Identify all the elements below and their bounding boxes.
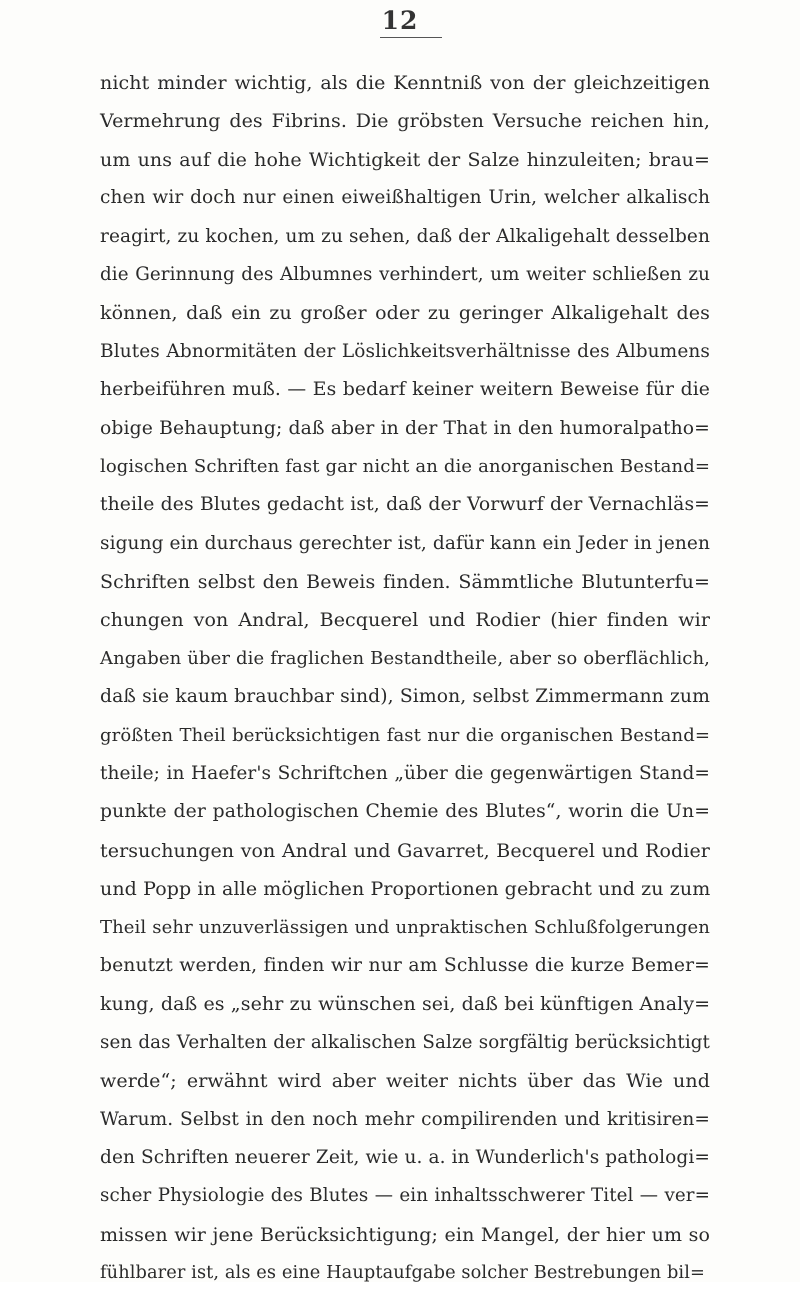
text-line: obige Behauptung; daß aber in der That in den humoralpatho= [100, 417, 710, 439]
text-line: reagirt, zu kochen, um zu sehen, daß der Alkaligehalt desselben [100, 225, 710, 247]
text-line: nicht minder wichtig, als die Kenntniß von der gleichzeitigen [100, 72, 710, 94]
text-line: punkte der pathologischen Chemie des Blutes“, worin die Un= [100, 801, 710, 823]
body-text [100, 64, 710, 1293]
text-line: Warum. Selbst in den noch mehr compilirenden und kritisiren= [100, 1108, 710, 1130]
text-line: chen wir doch nur einen eiweißhaltigen Urin, welcher alkalisch [100, 187, 710, 209]
text-line: sen das Verhalten der alkalischen Salze sorgfältig berücksichtigt [100, 1031, 710, 1053]
text-line: theile des Blutes gedacht ist, daß der Vorwurf der Vernachläs= [100, 494, 710, 516]
text-line: Theil sehr unzuverlässigen und unpraktischen Schlußfolgerungen [100, 916, 710, 938]
text-line: größten Theil berücksichtigen fast nur die organischen Bestand= [100, 724, 710, 746]
text-line: benutzt werden, finden wir nur am Schlusse die kurze Bemer= [100, 954, 710, 976]
text-line: können, daß ein zu großer oder zu geringer Alkaligehalt des [100, 302, 710, 325]
text-line: Vermehrung des Fibrins. Die gröbsten Versuche reichen hin, [100, 110, 710, 133]
text-line: werde“; erwähnt wird aber weiter nichts über das Wie und [100, 1070, 710, 1093]
text-line: kung, daß es „sehr zu wünschen sei, daß bei künftigen Analy= [100, 993, 711, 1016]
text-line: daß sie kaum brauchbar sind), Simon, selbst Zimmermann zum [100, 686, 710, 708]
text-line: sigung ein durchaus gerechter ist, dafür kann ein Jeder in jenen [100, 532, 710, 554]
text-line: tersuchungen von Andral und Gavarret, Becquerel und Rodier [100, 839, 710, 862]
text-line: Angaben über die fraglichen Bestandtheile, aber so oberflächlich, [100, 647, 710, 669]
text-line: und Popp in alle möglichen Proportionen gebracht und zu zum [100, 878, 711, 901]
text-line: die Gerinnung des Albumnes verhindert, um weiter schließen zu [100, 263, 710, 285]
text-line: den Schriften neuerer Zeit, wie u. a. in Wunderlich's pathologi= [100, 1146, 710, 1168]
text-line: theile; in Haefer's Schriftchen „über die gegenwärtigen Stand= [100, 763, 710, 785]
text-line: herbeiführen muß. — Es bedarf keiner weitern Beweise für die [100, 379, 710, 401]
text-line: chungen von Andral, Becquerel und Rodier (hier finden wir [100, 609, 710, 632]
text-line: logischen Schriften fast gar nicht an die anorganischen Bestand= [100, 455, 710, 477]
text-line: fühlbarer ist, als es eine Hauptaufgabe solcher Bestrebungen bil= [100, 1263, 705, 1284]
page-number-rule [380, 37, 442, 38]
text-line: um uns auf die hohe Wichtigkeit der Salze hinzuleiten; brau= [100, 148, 710, 171]
text-line: Schriften selbst den Beweis finden. Sämmtliche Blutunterfu= [100, 571, 710, 594]
page-number: 12 [381, 6, 419, 35]
text-line: scher Physiologie des Blutes — ein inhaltsschwerer Titel — ver= [100, 1185, 710, 1207]
text-line: Blutes Abnormitäten der Löslichkeitsverhältnisse des Albumens [100, 340, 710, 362]
text-line: missen wir jene Berücksichtigung; ein Mangel, der hier um so [100, 1223, 710, 1246]
